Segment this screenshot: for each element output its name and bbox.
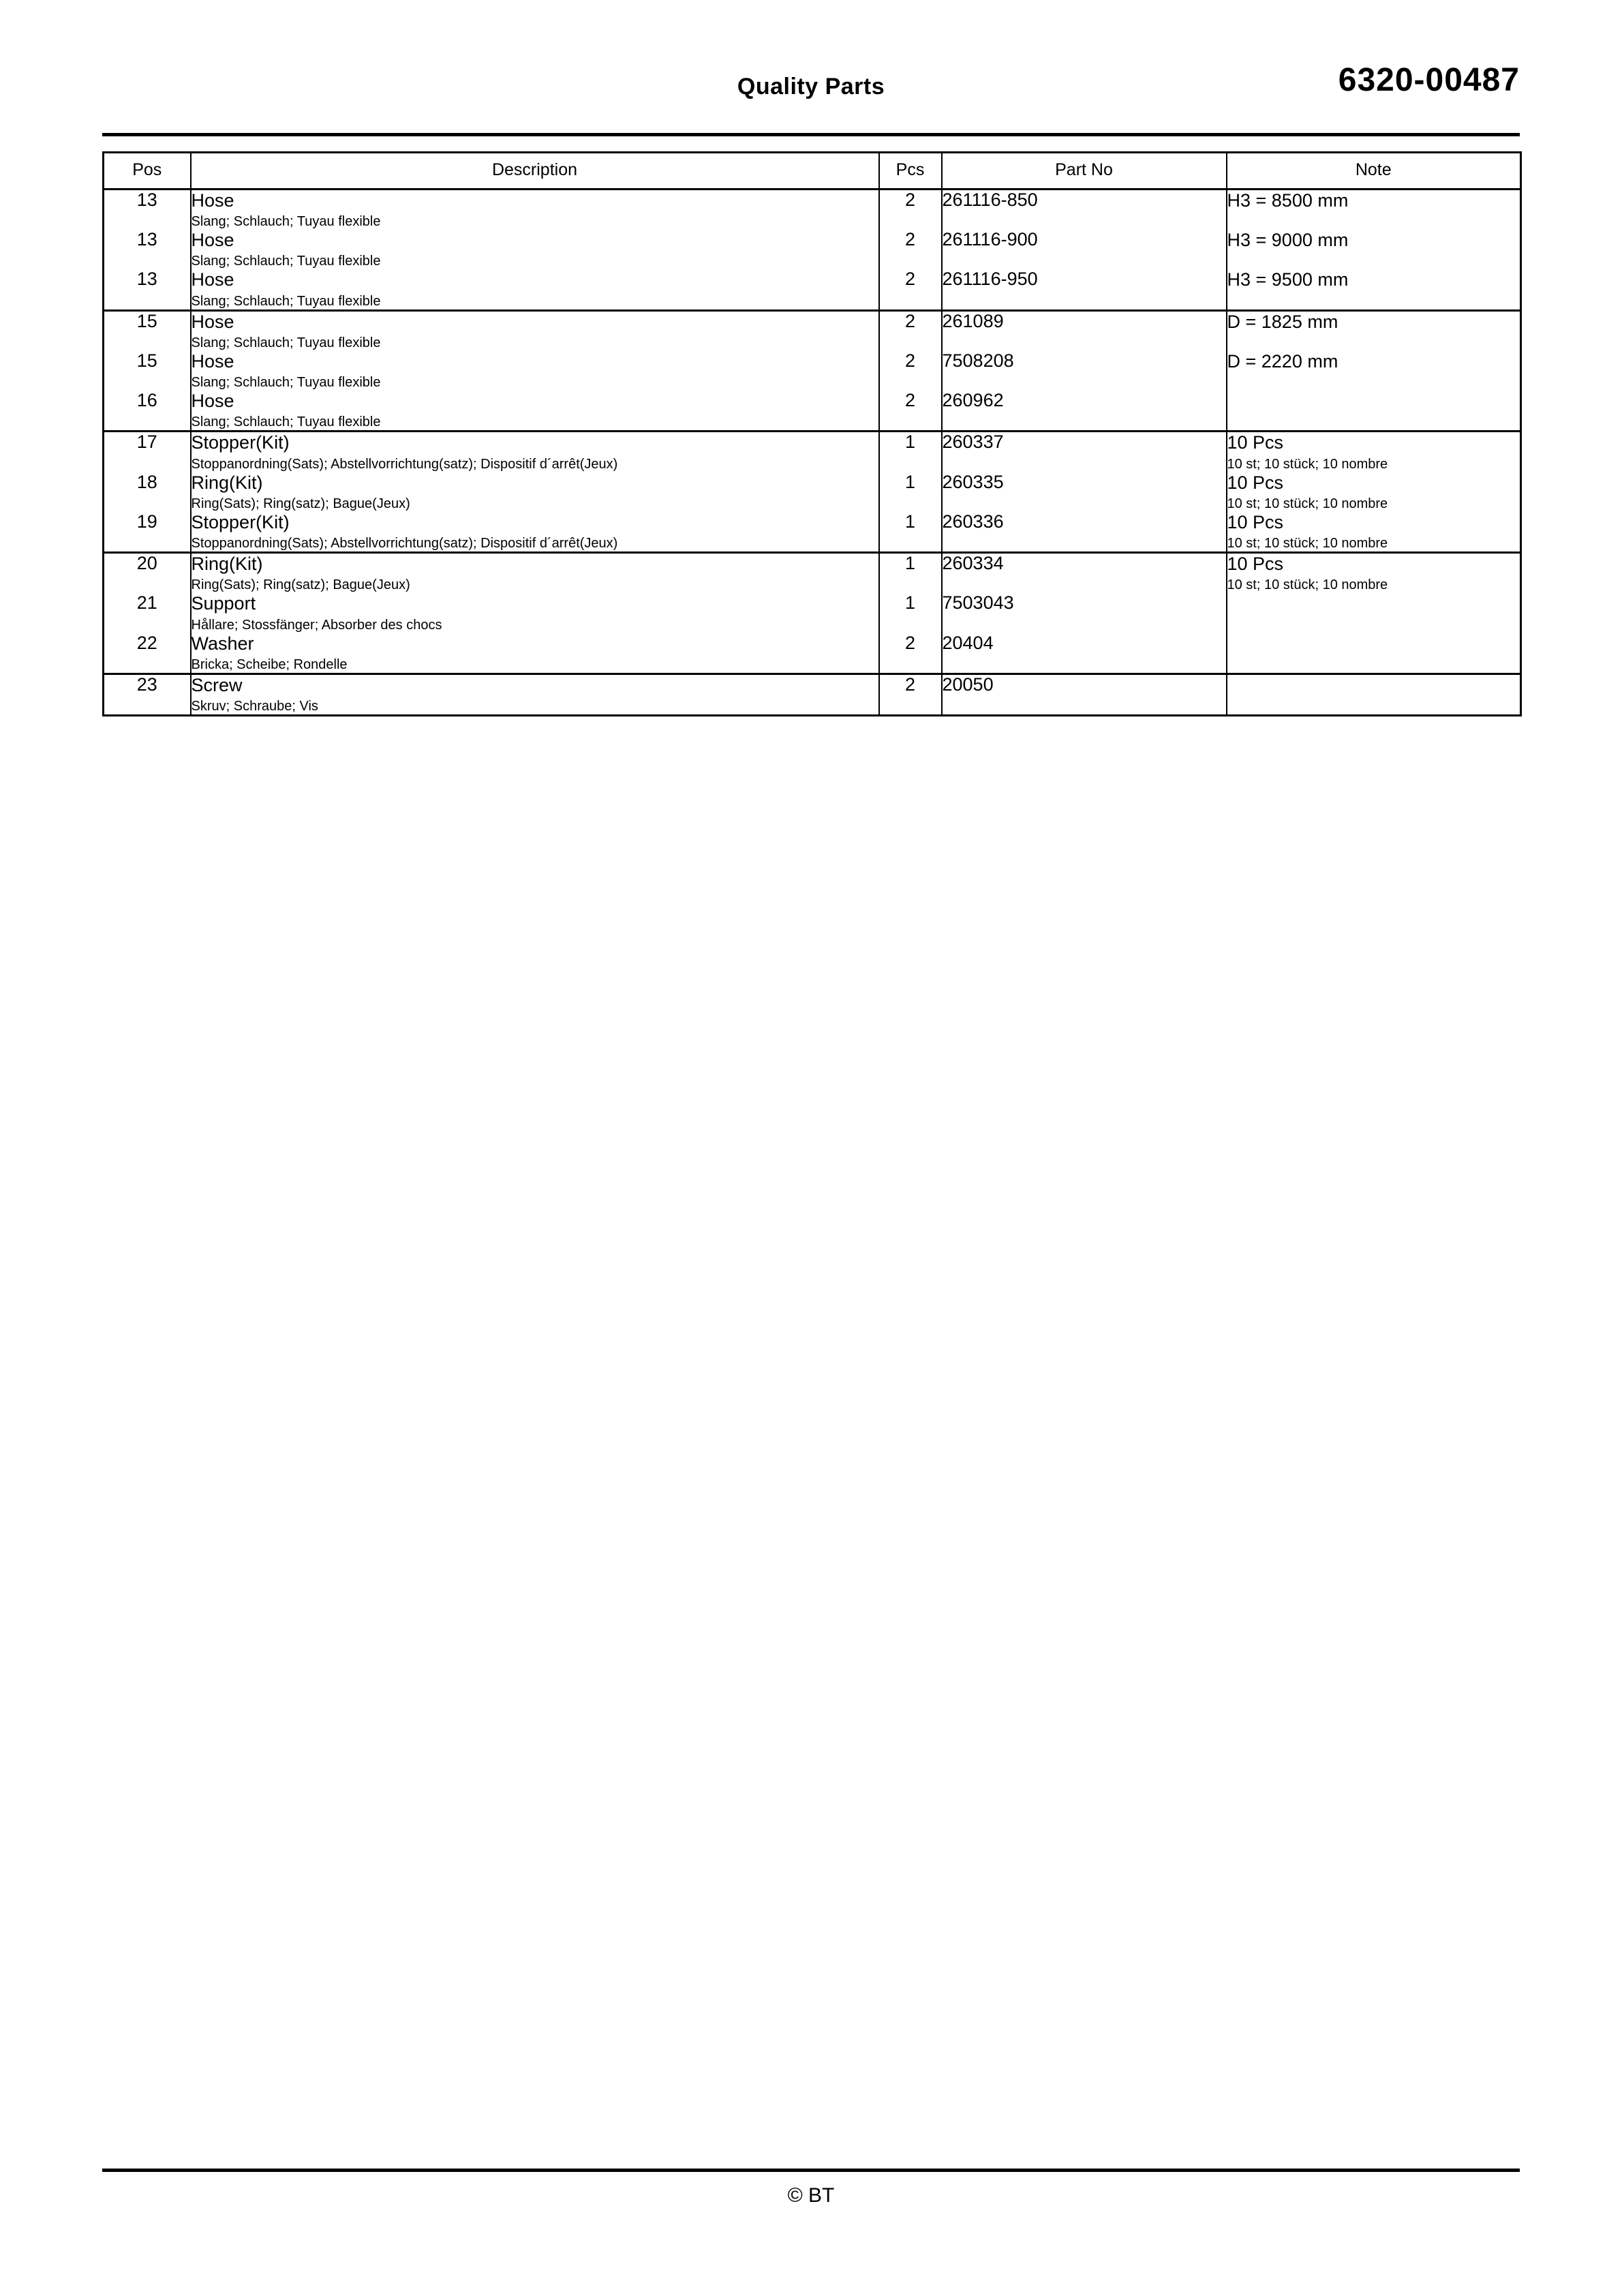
- cell-part-no: 261116-900: [942, 230, 1227, 269]
- cell-pcs: 2: [879, 351, 942, 391]
- note-main: H3 = 9000 mm: [1227, 230, 1349, 251]
- note-main: 10 Pcs: [1227, 554, 1284, 575]
- cell-pcs: 2: [879, 391, 942, 432]
- column-header-pcs: Pcs: [879, 153, 942, 190]
- cell-pcs: 2: [879, 674, 942, 715]
- table-row: [104, 351, 1521, 391]
- description-translations: Slang; Schlauch; Tuyau flexible: [191, 375, 381, 391]
- cell-part-no: 7503043: [942, 593, 1227, 633]
- table-row: [104, 310, 1521, 351]
- footer-copyright: © BT: [787, 2184, 835, 2207]
- cell-note: [1227, 593, 1521, 633]
- description-main: Hose: [191, 190, 234, 211]
- table-row: [104, 633, 1521, 674]
- page-header: [102, 61, 1520, 136]
- cell-pos: 13: [104, 190, 191, 230]
- description-main: Hose: [191, 230, 234, 251]
- cell-pos: 16: [104, 391, 191, 432]
- column-header-note: Note: [1227, 153, 1521, 190]
- cell-pcs: 1: [879, 593, 942, 633]
- cell-description: [191, 190, 879, 230]
- table-row: [104, 269, 1521, 310]
- description-main: Hose: [191, 350, 234, 372]
- cell-note: [1227, 553, 1521, 594]
- description-translations: Slang; Schlauch; Tuyau flexible: [191, 414, 381, 430]
- table-row: [104, 391, 1521, 432]
- cell-part-no: 260335: [942, 472, 1227, 512]
- cell-part-no: 260336: [942, 512, 1227, 553]
- description-translations: Hållare; Stossfänger; Absorber des chocs: [191, 617, 442, 633]
- cell-note: [1227, 472, 1521, 512]
- cell-pos: 22: [104, 633, 191, 674]
- cell-pos: 15: [104, 310, 191, 351]
- cell-part-no: 260962: [942, 391, 1227, 432]
- cell-part-no: 260334: [942, 553, 1227, 594]
- description-main: Ring(Kit): [191, 554, 263, 575]
- cell-note: [1227, 391, 1521, 432]
- note-translations: 10 st; 10 stück; 10 nombre: [1227, 456, 1388, 472]
- cell-part-no: 261116-950: [942, 269, 1227, 310]
- note-main: 10 Pcs: [1227, 511, 1284, 532]
- note-translations: 10 st; 10 stück; 10 nombre: [1227, 577, 1388, 593]
- header-divider: [102, 133, 1520, 136]
- cell-pos: 13: [104, 269, 191, 310]
- description-main: Hose: [191, 391, 234, 412]
- note-translations: 10 st; 10 stück; 10 nombre: [1227, 536, 1388, 552]
- cell-pcs: 2: [879, 633, 942, 674]
- cell-pos: 23: [104, 674, 191, 715]
- cell-pos: 18: [104, 472, 191, 512]
- note-main: D = 2220 mm: [1227, 350, 1338, 372]
- cell-description: [191, 310, 879, 351]
- description-translations: Ring(Sats); Ring(satz); Bague(Jeux): [191, 496, 410, 511]
- description-main: Screw: [191, 674, 243, 695]
- cell-part-no: 261089: [942, 310, 1227, 351]
- cell-part-no: 261116-850: [942, 190, 1227, 230]
- cell-description: [191, 633, 879, 674]
- cell-pos: 15: [104, 351, 191, 391]
- description-translations: Slang; Schlauch; Tuyau flexible: [191, 254, 381, 269]
- table-row: [104, 512, 1521, 553]
- cell-description: [191, 269, 879, 310]
- description-translations: Stoppanordning(Sats); Abstellvorrichtung(satz); Dispositif d´arrêt(Jeux): [191, 456, 618, 472]
- cell-description: [191, 593, 879, 633]
- note-main: D = 1825 mm: [1227, 311, 1338, 332]
- cell-part-no: 20050: [942, 674, 1227, 715]
- cell-note: [1227, 269, 1521, 310]
- table-row: [104, 472, 1521, 512]
- note-main: 10 Pcs: [1227, 472, 1284, 493]
- cell-note: [1227, 190, 1521, 230]
- cell-pcs: 2: [879, 269, 942, 310]
- cell-pos: 19: [104, 512, 191, 553]
- cell-note: [1227, 432, 1521, 472]
- note-main: 10 Pcs: [1227, 432, 1284, 453]
- cell-description: [191, 553, 879, 594]
- page-footer: [102, 2169, 1520, 2207]
- cell-description: [191, 230, 879, 269]
- cell-description: [191, 674, 879, 715]
- column-header-pos: Pos: [104, 153, 191, 190]
- document-number: 6320-00487: [1338, 62, 1520, 98]
- description-main: Stopper(Kit): [191, 511, 290, 532]
- cell-part-no: 20404: [942, 633, 1227, 674]
- table-row: [104, 593, 1521, 633]
- cell-part-no: 7508208: [942, 351, 1227, 391]
- description-translations: Stoppanordning(Sats); Abstellvorrichtung(satz); Dispositif d´arrêt(Jeux): [191, 536, 618, 552]
- cell-description: [191, 351, 879, 391]
- note-main: H3 = 9500 mm: [1227, 269, 1349, 290]
- cell-part-no: 260337: [942, 432, 1227, 472]
- cell-pos: 17: [104, 432, 191, 472]
- description-main: Ring(Kit): [191, 472, 263, 493]
- table-row: [104, 553, 1521, 594]
- cell-pcs: 1: [879, 553, 942, 594]
- cell-note: [1227, 310, 1521, 351]
- cell-pcs: 2: [879, 230, 942, 269]
- cell-note: [1227, 674, 1521, 715]
- table-header-row: [104, 153, 1521, 190]
- cell-pos: 20: [104, 553, 191, 594]
- description-main: Hose: [191, 311, 234, 332]
- cell-description: [191, 512, 879, 553]
- cell-pcs: 1: [879, 512, 942, 553]
- note-main: H3 = 8500 mm: [1227, 190, 1349, 211]
- description-main: Washer: [191, 633, 254, 654]
- cell-description: [191, 432, 879, 472]
- cell-pcs: 1: [879, 472, 942, 512]
- cell-pcs: 2: [879, 310, 942, 351]
- cell-description: [191, 472, 879, 512]
- cell-note: [1227, 351, 1521, 391]
- parts-table: [102, 151, 1522, 716]
- page-title: Quality Parts: [737, 74, 885, 100]
- column-header-description: Description: [191, 153, 879, 190]
- description-translations: Slang; Schlauch; Tuyau flexible: [191, 214, 381, 230]
- cell-pcs: 2: [879, 190, 942, 230]
- table-body: [104, 190, 1521, 716]
- note-translations: 10 st; 10 stück; 10 nombre: [1227, 496, 1388, 511]
- column-header-part-no: Part No: [942, 153, 1227, 190]
- description-translations: Skruv; Schraube; Vis: [191, 699, 318, 714]
- table-row: [104, 190, 1521, 230]
- cell-pos: 13: [104, 230, 191, 269]
- description-translations: Bricka; Scheibe; Rondelle: [191, 656, 348, 672]
- cell-note: [1227, 512, 1521, 553]
- description-main: Support: [191, 593, 256, 614]
- cell-pos: 21: [104, 593, 191, 633]
- cell-note: [1227, 633, 1521, 674]
- description-main: Hose: [191, 269, 234, 290]
- cell-description: [191, 391, 879, 432]
- description-translations: Slang; Schlauch; Tuyau flexible: [191, 293, 381, 309]
- description-translations: Ring(Sats); Ring(satz); Bague(Jeux): [191, 577, 410, 593]
- description-translations: Slang; Schlauch; Tuyau flexible: [191, 335, 381, 350]
- cell-note: [1227, 230, 1521, 269]
- cell-pcs: 1: [879, 432, 942, 472]
- table-row: [104, 674, 1521, 715]
- description-main: Stopper(Kit): [191, 432, 290, 453]
- table-row: [104, 230, 1521, 269]
- table-row: [104, 432, 1521, 472]
